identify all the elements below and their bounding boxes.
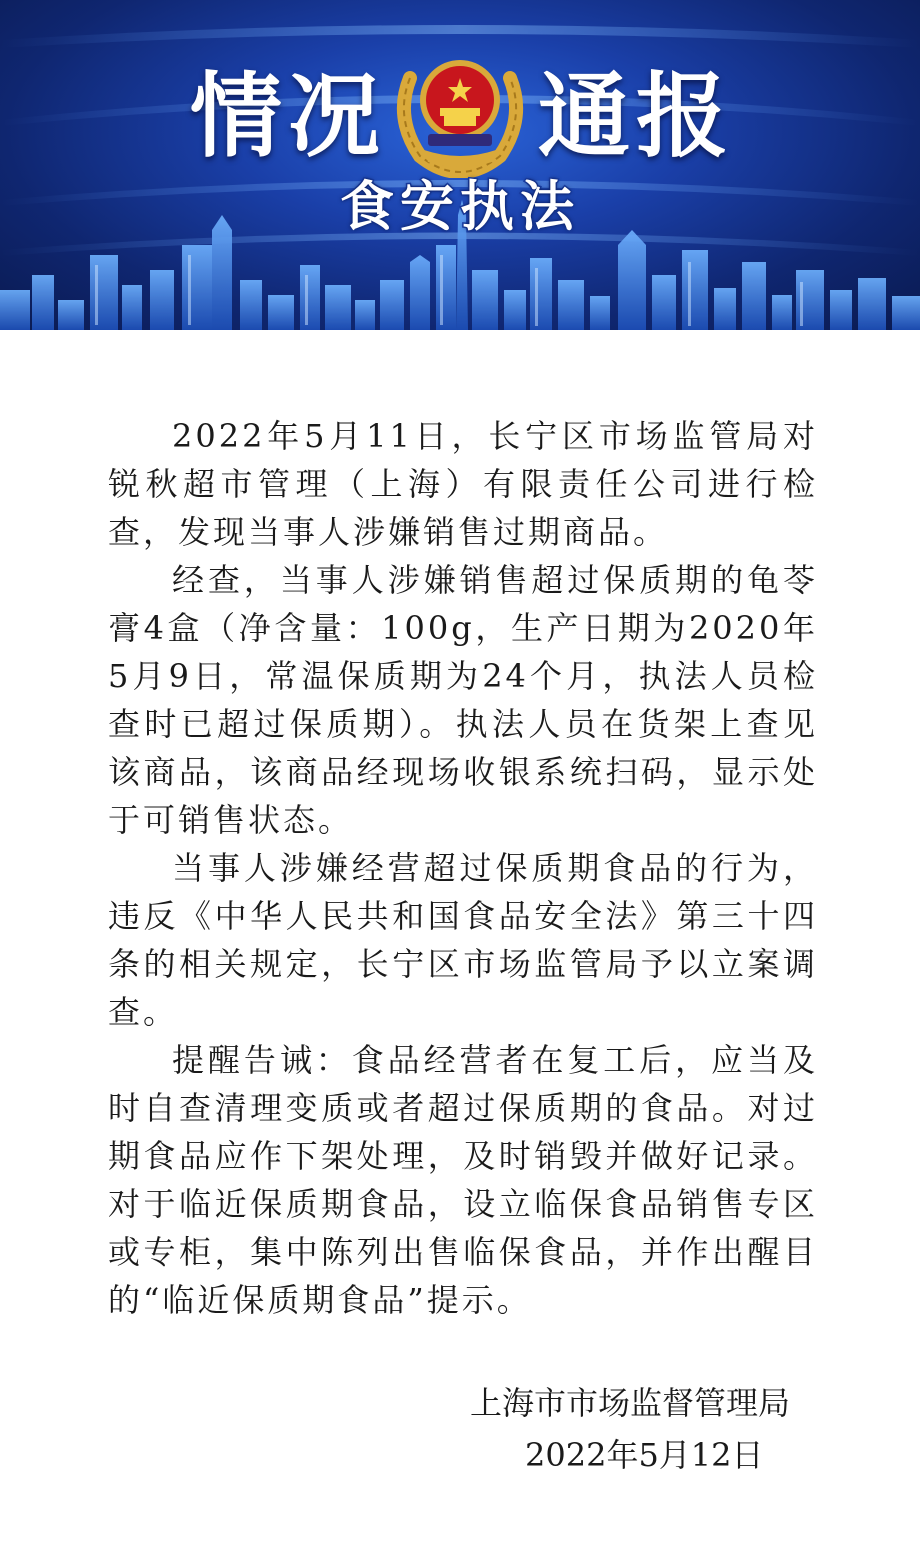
- paragraph-violation: 当事人涉嫌经营超过保质期食品的行为，违反《中华人民共和国食品安全法》第三十四条的相关规定，长宁区市场监管局予以立案调查。: [108, 849, 818, 1031]
- paragraph-inspection: 2022年5月11日，长宁区市场监管局对锐秋超市管理（上海）有限责任公司进行检查，发现当事人涉嫌销售过期商品。: [108, 417, 818, 551]
- article-body: [108, 412, 818, 1324]
- paragraph-findings: 经查，当事人涉嫌销售超过保质期的龟苓膏4盒（净含量：100g，生产日期为2020年5月9日，常温保质期为24个月，执法人员检查时已超过保质期）。执法人员在货架上查见该商品，该商品经现场收银系统扫码，显示处于可销售状态。: [108, 561, 818, 839]
- signature-date: 2022年5月12日: [525, 1436, 764, 1474]
- title-right-text: 通报: [538, 63, 735, 170]
- signature-organization: 上海市市场监督管理局: [470, 1384, 791, 1422]
- header-banner: [0, 0, 920, 330]
- police-emblem-icon: [388, 38, 532, 178]
- banner-subtitle: 食安执法: [340, 175, 580, 238]
- title-left-text: 情况: [190, 63, 387, 170]
- paragraph-reminder: 提醒告诫：食品经营者在复工后，应当及时自查清理变质或者超过保质期的食品。对过期食品应作下架处理，及时销毁并做好记录。对于临近保质期食品，设立临保食品销售专区或专柜，集中陈列出售临保食品，并作出醒目的“临近保质期食品”提示。: [108, 1041, 818, 1319]
